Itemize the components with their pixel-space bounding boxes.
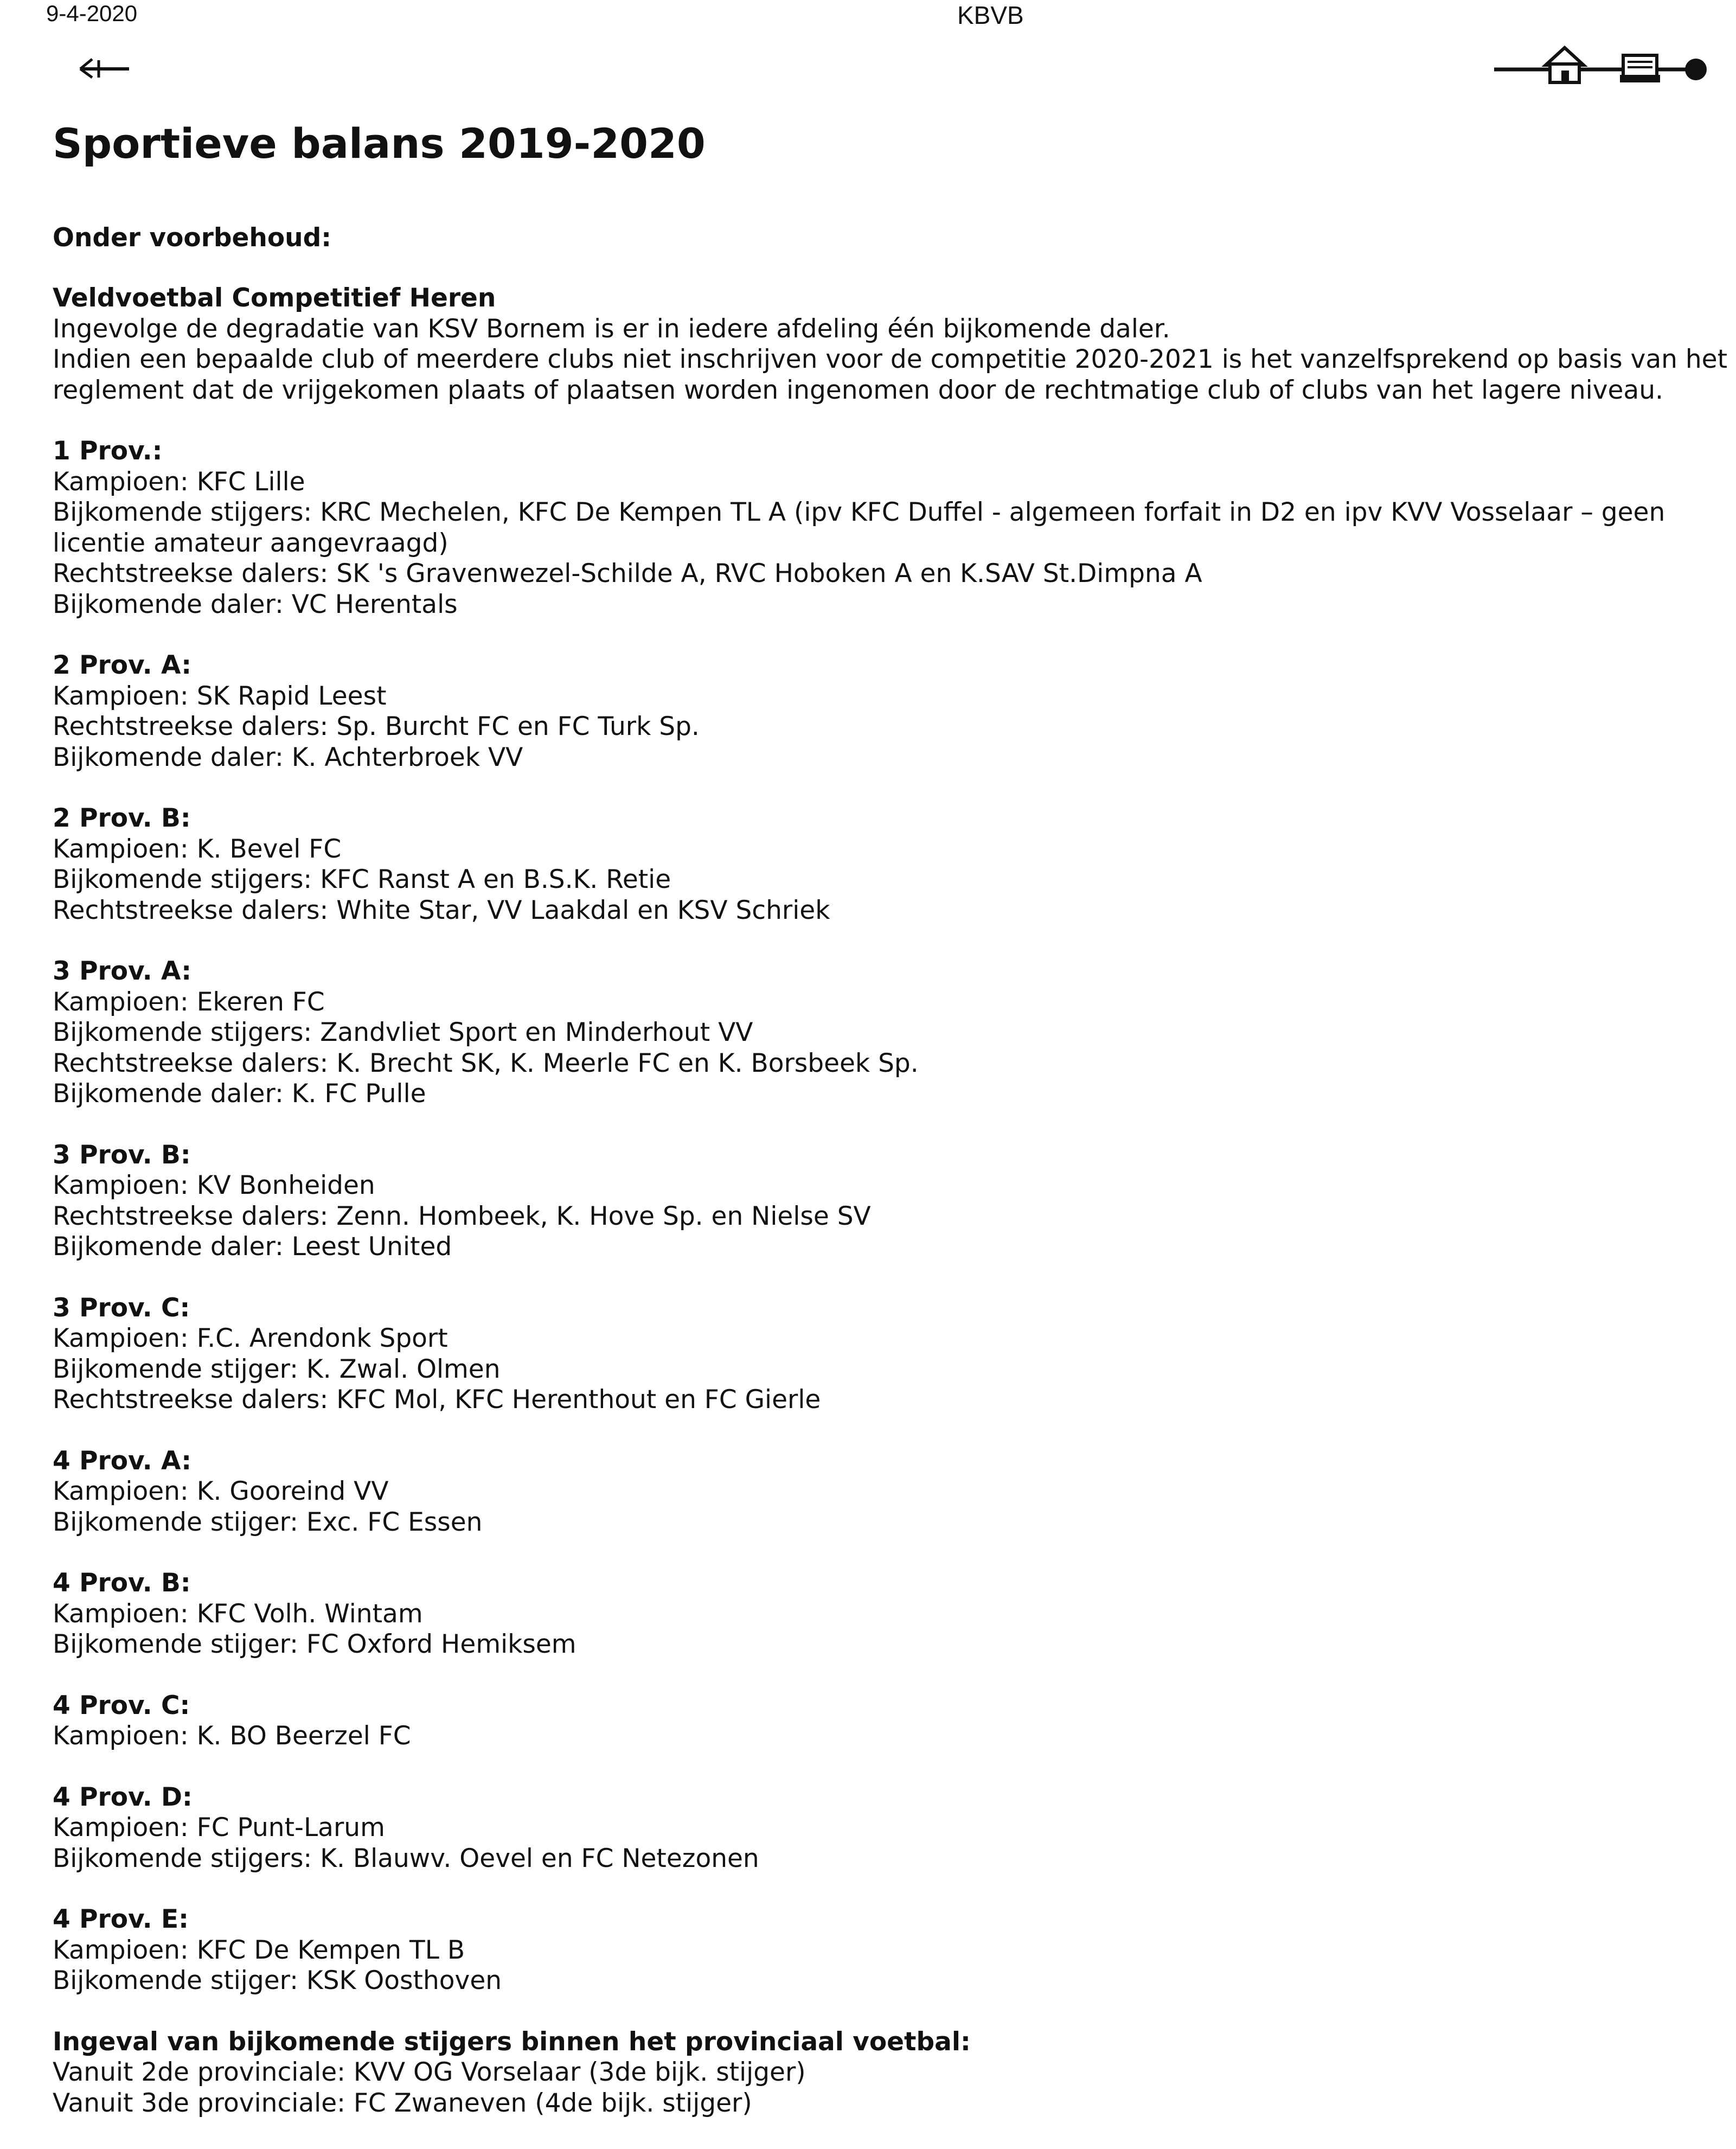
division-section xyxy=(53,2027,1712,2119)
division-section xyxy=(53,956,1712,1110)
division-heading: 4 Prov. C: xyxy=(53,1690,190,1721)
division-line: licentie amateur aangevraagd) xyxy=(53,528,449,558)
division-line: Vanuit 3de provinciale: FC Zwaneven (4de bijk. stijger) xyxy=(53,2088,752,2118)
division-section xyxy=(53,803,1712,926)
division-line: Kampioen: FC Punt-Larum xyxy=(53,1813,385,1843)
division-heading: 3 Prov. A: xyxy=(53,956,192,986)
division-heading: 4 Prov. D: xyxy=(53,1782,193,1812)
division-line: Rechtstreekse dalers: Sp. Burcht FC en FC Turk Sp. xyxy=(53,712,700,741)
intro-section xyxy=(53,283,1728,406)
division-section xyxy=(53,436,1712,620)
print-header-org: KBVB xyxy=(957,1,1024,29)
division-line: Bijkomende stijger: FC Oxford Hemiksem xyxy=(53,1629,576,1659)
division-heading: 1 Prov.: xyxy=(53,436,163,466)
division-line: Bijkomende stijger: Exc. FC Essen xyxy=(53,1507,483,1537)
division-line: Kampioen: K. BO Beerzel FC xyxy=(53,1721,411,1751)
division-line: Kampioen: K. Bevel FC xyxy=(53,834,342,864)
division-section xyxy=(53,1446,1712,1538)
division-heading: 3 Prov. B: xyxy=(53,1140,191,1170)
intro-line: Ingevolge de degradatie van KSV Bornem is er in iedere afdeling één bijkomende daler. xyxy=(53,314,1170,344)
division-heading: 4 Prov. A: xyxy=(53,1446,192,1476)
division-line: Bijkomende daler: Leest United xyxy=(53,1232,452,1262)
division-section xyxy=(53,1691,1712,1752)
division-line: Rechtstreekse dalers: White Star, VV Laakdal en KSV Schriek xyxy=(53,895,830,925)
print-date: 9-4-2020 xyxy=(46,1,138,26)
division-line: Bijkomende stijgers: Zandvliet Sport en Minderhout VV xyxy=(53,1018,753,1047)
division-heading: 3 Prov. C: xyxy=(53,1293,190,1323)
division-line: Bijkomende stijgers: KRC Mechelen, KFC De Kempen TL A (ipv KFC Duffel - algemeen forfait in D2 en ipv KVV Vosselaar – geen xyxy=(53,497,1665,527)
division-line: Vanuit 2de provinciale: KVV OG Vorselaar (3de bijk. stijger) xyxy=(53,2057,806,2087)
division-line: Rechtstreekse dalers: KFC Mol, KFC Herenthout en FC Gierle xyxy=(53,1385,821,1415)
intro-line: reglement dat de vrijgekomen plaats of plaatsen worden ingenomen door de rechtmatige club of clubs van het lagere niveau. xyxy=(53,375,1663,405)
division-line: Kampioen: KFC De Kempen TL B xyxy=(53,1935,465,1965)
division-heading: Ingeval van bijkomende stijgers binnen het provinciaal voetbal: xyxy=(53,2026,971,2057)
division-sections xyxy=(53,436,1712,2119)
division-line: Rechtstreekse dalers: SK 's Gravenwezel-Schilde A, RVC Hoboken A en K.SAV St.Dimpna A xyxy=(53,559,1202,589)
caveat-heading: Onder voorbehoud: xyxy=(53,223,332,253)
back-arrow-icon[interactable] xyxy=(76,52,133,84)
division-heading: 4 Prov. B: xyxy=(53,1568,191,1598)
division-section xyxy=(53,1782,1712,1875)
division-line: Bijkomende stijger: KSK Oosthoven xyxy=(53,1966,502,1995)
division-section xyxy=(53,1140,1712,1263)
division-heading: 2 Prov. A: xyxy=(53,650,192,680)
document-body xyxy=(53,117,1728,2149)
division-line: Bijkomende daler: K. Achterbroek VV xyxy=(53,742,523,772)
division-line: Kampioen: K. Gooreind VV xyxy=(53,1476,389,1506)
division-heading: 4 Prov. E: xyxy=(53,1904,189,1934)
intro-heading: Veldvoetbal Competitief Heren xyxy=(53,283,496,313)
division-heading: 2 Prov. B: xyxy=(53,803,191,833)
division-line: Kampioen: KFC Volh. Wintam xyxy=(53,1598,423,1629)
division-line: Rechtstreekse dalers: K. Brecht SK, K. Meerle FC en K. Borsbeek Sp. xyxy=(53,1048,919,1078)
page-title: Sportieve balans 2019-2020 xyxy=(53,119,706,168)
division-line: Bijkomende daler: K. FC Pulle xyxy=(53,1079,426,1109)
home-navigation-icon[interactable] xyxy=(1494,43,1711,92)
division-line: Kampioen: KV Bonheiden xyxy=(53,1171,375,1200)
division-line: Kampioen: F.C. Arendonk Sport xyxy=(53,1323,448,1353)
division-line: Kampioen: KFC Lille xyxy=(53,466,305,497)
division-section xyxy=(53,1904,1712,1997)
division-line: Bijkomende daler: VC Herentals xyxy=(53,589,458,619)
division-line: Bijkomende stijgers: K. Blauwv. Oevel en FC Netezonen xyxy=(53,1843,759,1873)
division-line: Bijkomende stijgers: KFC Ranst A en B.S.K. Retie xyxy=(53,865,671,894)
division-line: Kampioen: Ekeren FC xyxy=(53,987,325,1017)
division-line: Kampioen: SK Rapid Leest xyxy=(53,681,387,711)
division-section xyxy=(53,1568,1712,1660)
division-line: Bijkomende stijger: K. Zwal. Olmen xyxy=(53,1354,501,1384)
intro-line: Indien een bepaalde club of meerdere clubs niet inschrijven voor de competitie 2020-2021 is het vanzelfsprekend op basis van het xyxy=(53,344,1728,374)
division-line: Rechtstreekse dalers: Zenn. Hombeek, K. Hove Sp. en Nielse SV xyxy=(53,1201,871,1231)
division-section xyxy=(53,1293,1712,1416)
division-section xyxy=(53,650,1712,773)
